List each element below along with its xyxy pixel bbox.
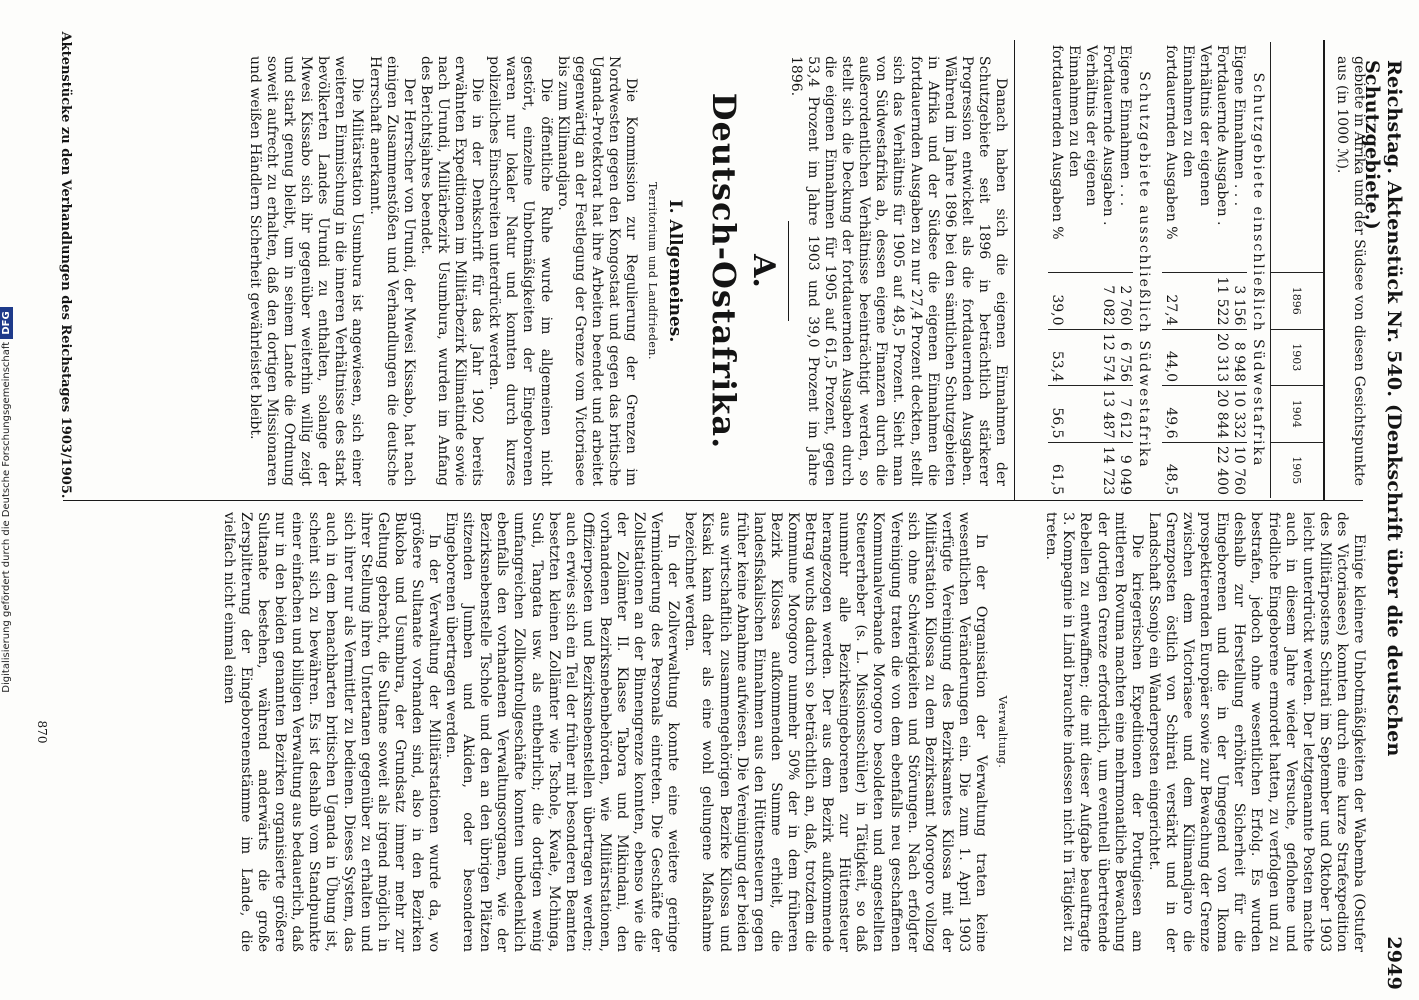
paragraph: Die öffentliche Ruhe wurde im allgemeinen nicht gestört, einzelne Unbotmäßigkeiten der Eingeborenen waren nur lokaler Natur und konnten durch kurzes polizeiliches Einschreiten unterdrückt werden. [486, 56, 554, 486]
cell: 6 756 [1116, 329, 1133, 386]
row-label: Eigene Einnahmen . . . [1231, 45, 1247, 207]
column-divider [63, 500, 1363, 501]
row-label: Eigene Einnahmen . . . [1117, 45, 1133, 207]
cell: 20 313 [1213, 329, 1230, 386]
year-header: 1903 [1271, 329, 1324, 386]
table-row [1116, 42, 1133, 498]
paragraph: Die Militärstation Usumbura ist angewiesen, sich einer weiteren Einmischung in die inneren Verhältnisse des stark bevölkerten Landes Urundi zu enthalten, solange der Mwesi Kissabo sich ihr gegenüber weiterhin willig zeigt und stark genug bleibt, um in seinem Lande die Ordnung soweit aufrecht zu erhalten, daß den dortigen Missionaren und weißen Händlern Sicherheit gewährleistet bleibt. [246, 56, 366, 486]
cell: 12 574 [1099, 329, 1116, 386]
cell: 22 400 [1213, 442, 1230, 498]
table-row [1099, 42, 1116, 498]
paragraph: Danach haben sich die eigenen Einnahmen der Schutzgebiete seit 1896 in beträchtlich stärkerer Progression entwickelt als die fortdauernden Ausgaben. Während im Jahre 1896 bei den sämtlichen Schutzgebieten in Afrika und der Südsee die eigenen Einnahmen die fortdauernden Ausgaben zu nur 27,4 Prozent deckten, stellt sich das Verhältnis für 1905 auf 48,5 Prozent. Sieht man von Südwestafrika ab, dessen eigene Finanzen durch die außerordentlichen Verhältnisse beeinträchtigt werden, so stellt sich die Deckung der fortdauernden Ausgaben durch die eigenen Einnahmen für 1905 auf 61,5 Prozent, gegen 53,4 Prozent im Jahre 1903 und 39,0 Prozent im Jahre 1896. [787, 56, 1009, 486]
cell: 27,4 [1162, 273, 1213, 330]
cell: 8 948 [1230, 329, 1247, 386]
row-label: Fortdauernde Ausgaben . [1214, 45, 1230, 226]
cell: 10 332 [1230, 386, 1247, 443]
paragraph: Die in der Denkschrift für das Jahr 1902 bereits erwähnten Expeditionen im Militärbezirk Kilimatinde sowie nach Urundi, Militärbezirk Usumbura, wurden im Anfang des Berichtsjahres beendet. [417, 56, 486, 486]
cell: 10 760 [1230, 442, 1247, 498]
cell: 7 612 [1116, 386, 1133, 443]
paragraph: Der Herrscher von Urundi, der Mwesi Kissabo, hat nach einigen Zusammenstößen und Verhandlungen die deutsche Herrschaft anerkannt. [366, 56, 417, 486]
cell: 11 522 [1213, 273, 1230, 330]
cell: 14 723 [1099, 442, 1116, 498]
table-row [1162, 42, 1213, 498]
paragraph: In der Organisation der Verwaltung traten keine wesentlichen Veränderungen ein. Die zum 1. April 1903 verfügte Vereinigung des Bezirksamtes Kilossa mit der Militärstation Kilossa zu dem Bezirksamt Morogoro vollzog sich ohne Schwierigkeiten und Störungen. Nach erfolgter Vereinigung traten die von dem ebenfalls neu geschaffenen Kommunalverbande Morogoro besoldeten und angestellten Steuererheber (s. L. Missionsschüler) in Tätigkeit, so daß nunmehr alle Bezirkseingeborenen zur Hüttensteuer herangezogen werden. Der aus dem Bezirk aufkommende Betrag wuchs dadurch so beträchtlich an, daß, trotzdem die Kommune Morogoro nunmehr 50% der in dem früheren Bezirk Kilossa aufkommenden Summe erhielt, die landesfiskalischen Einnahmen aus den Hüttensteuern gegen früher keine Abnahme aufwiesen. Die Vereinigung der beiden aus wirtschaftlich zusammengehörigen Bezirke Kilossa und Kisaki kann daher als eine wohl gelungene Maßnahme bezeichnet werden. [682, 512, 989, 952]
table-bottom-rule [1014, 40, 1015, 500]
cell: 49,6 [1162, 386, 1213, 443]
right-column-bottom [220, 512, 989, 952]
row-label: Fortdauernde Ausgaben . [1100, 45, 1116, 226]
cell: 61,5 [1048, 442, 1099, 498]
paragraph: In der Zollverwaltung konnte eine weitere geringe Verminderung des Personals eintreten. Die Geschäfte der Zollstationen an der Binnengrenze konnten, ebenso wie die der Zollämter II. Klasse Tabora und Mikindani, den vorhandenen Bezirksnebenbehörden, wie Militärstationen, Offizierposten und Bezirksnebenstellen übertragen werden; auch erwies sich ein Teil der früher mit besonderen Beamten besetzten kleinen Zollämter wie Tschole, Kwale, Mchinga, Sudi, Tangata usw. als entbehrlich; die dortigen wenig umfangreichen Zollkontrollgeschäfte konnten unbedenklich ebenfalls den vorhandenen Verwaltungsorganen, wie der Bezirksnebenstelle Tschole und den an den übrigen Plätzen sitzenden Jumben und Akiden, oder besonderen Eingeborenen übertragen werden. [443, 512, 682, 952]
row-label: Verhältnis der eigenen Einnahmen zu den fortdauernden Ausgaben % [1049, 45, 1099, 240]
intro-text: gebiete in Afrika und der Südsee von diesen Gesichtspunkte aus (in 1000 ℳ). [1333, 56, 1367, 486]
footer-line: Aktenstücke zu den Verhandlungen des Reichstages 1903/1905. [58, 31, 73, 499]
subsection-heading: I. Allgemeines. [665, 199, 685, 343]
finance-table [1048, 42, 1323, 498]
page-number: 2949 [1383, 936, 1405, 990]
paragraph: Die kriegerischen Expeditionen der Portugiesen am mittleren Rovuma machten eine mehrmonatliche Bewachung der dortigen Grenze erforderlich, um eventuell übertretende Rebellen zu entwaffnen; die mit dieser Aufgabe beauftragte 3. Kompagnie in Lindi brauchte indessen nicht in Tätigkeit zu treten. [1043, 512, 1145, 952]
digitization-text: Digitalisierung gefördert durch die Deutsche Forschungsgemeinschaft [1, 341, 12, 693]
digitization-note [0, 0, 14, 1000]
table-section-title: Schutzgebiete ausschließlich Südwestafrika [1136, 71, 1152, 469]
table-section-title: Schutzgebiete einschließlich Südwestafrika [1250, 72, 1266, 468]
dfg-logo: DFG [0, 307, 13, 338]
cell: 9 049 [1116, 442, 1133, 498]
separator-rule [788, 221, 789, 321]
footer-page-number: 870 [35, 720, 49, 744]
paragraph: Einige kleinere Unbotmäßigkeiten der Wabemba (Ostufer des Victoriasees) konnten durch eine kurze Strafexpedition des Militärpostens Schirati im September und Oktober 1903 leicht unterdrückt werden. Der letztgenannte Posten machte auch in diesem Jahre wieder Versuche, geflohene und friedliche Eingeborene ermordet hatten, zu verfolgen und zu bestrafen, jedoch ohne wesentlichen Erfolg. Es wurden deshalb zur Herstellung erhöhter Sicherheit für die Eingeborenen und die in der Umgegend von Ikoma prospektierenden Europäer sowie zur Bewachung der Grenze zwischen dem Victoriasee und dem Kilimandjaro die Grenzposten östlich von Schirati verstärkt und in der Landschaft Ssonjo ein Wanderposten eingerichtet. [1145, 512, 1367, 952]
paragraph: In der Verwaltung der Militärstationen wurde da, wo größere Sultanate vorhanden sind, also in den Bezirken Bukoba und Usumbura, der Grundsatz immer mehr zur Geltung gebracht, die Sultane soweit als irgend möglich in ihrer Stellung ihren Untertanen gegenüber zu erhalten und sich ihrer nur als Vermittler zu bedienen. Dieses System, das auch in dem benachbarten britischen Uganda in Übung ist, scheint sich zu bewähren. Es ist deshalb vom Standpunkte einer einfachen und billigen Verwaltung aus bedauerlich, daß nur in den beiden genannten Bezirken organisierte größere Sultanate bestehen, während anderwärts die große Zersplitterung der Eingeborenenstämme im Lande, die vielfach nicht einmal einen [220, 512, 442, 952]
cell: 39,0 [1048, 273, 1099, 330]
row-label: Verhältnis der eigenen Einnahmen zu den fortdauernden Ausgaben % [1163, 45, 1213, 240]
cell: 48,5 [1162, 442, 1213, 498]
year-header: 1904 [1271, 386, 1324, 443]
subsection-note: Territorium und Landfrieden. [646, 181, 659, 361]
left-column-paragraphs [246, 56, 639, 486]
section-letter: A. [746, 254, 781, 288]
cell: 2 760 [1116, 273, 1133, 330]
cell: 53,4 [1048, 329, 1099, 386]
running-header: Reichstag. Aktenstück Nr. 540. (Denkschrift über die deutschen Schutzgebiete.) [1361, 60, 1405, 757]
left-column-body [787, 56, 1009, 486]
year-header: 1905 [1271, 442, 1324, 498]
table-top-rule [1323, 40, 1325, 500]
section-title: Deutsch-Ostafrika. [705, 92, 743, 450]
year-header: 1896 [1271, 273, 1324, 330]
table-row [1213, 42, 1230, 498]
table-row [1048, 42, 1099, 498]
cell: 44,0 [1162, 329, 1213, 386]
cell: 20 844 [1213, 386, 1230, 443]
cell: 13 487 [1099, 386, 1116, 443]
right-column-top [1042, 512, 1367, 952]
left-column [1333, 56, 1367, 486]
paragraph: Die Kommission zur Regulierung der Grenzen im Nordwesten gegen den Kongostaat und gegen das britische Uganda-Protektorat hat ihre Arbeiten beendet und arbeitet gegenwärtig an der Festlegung der Grenze vom Victoriasee bis zum Kilimandjaro. [554, 56, 639, 486]
table-row [1230, 42, 1247, 498]
verwaltung-subhead: Verwaltung. [996, 695, 1009, 769]
cell: 56,5 [1048, 386, 1099, 443]
cell: 7 082 [1099, 273, 1116, 330]
cell: 3 156 [1230, 273, 1247, 330]
